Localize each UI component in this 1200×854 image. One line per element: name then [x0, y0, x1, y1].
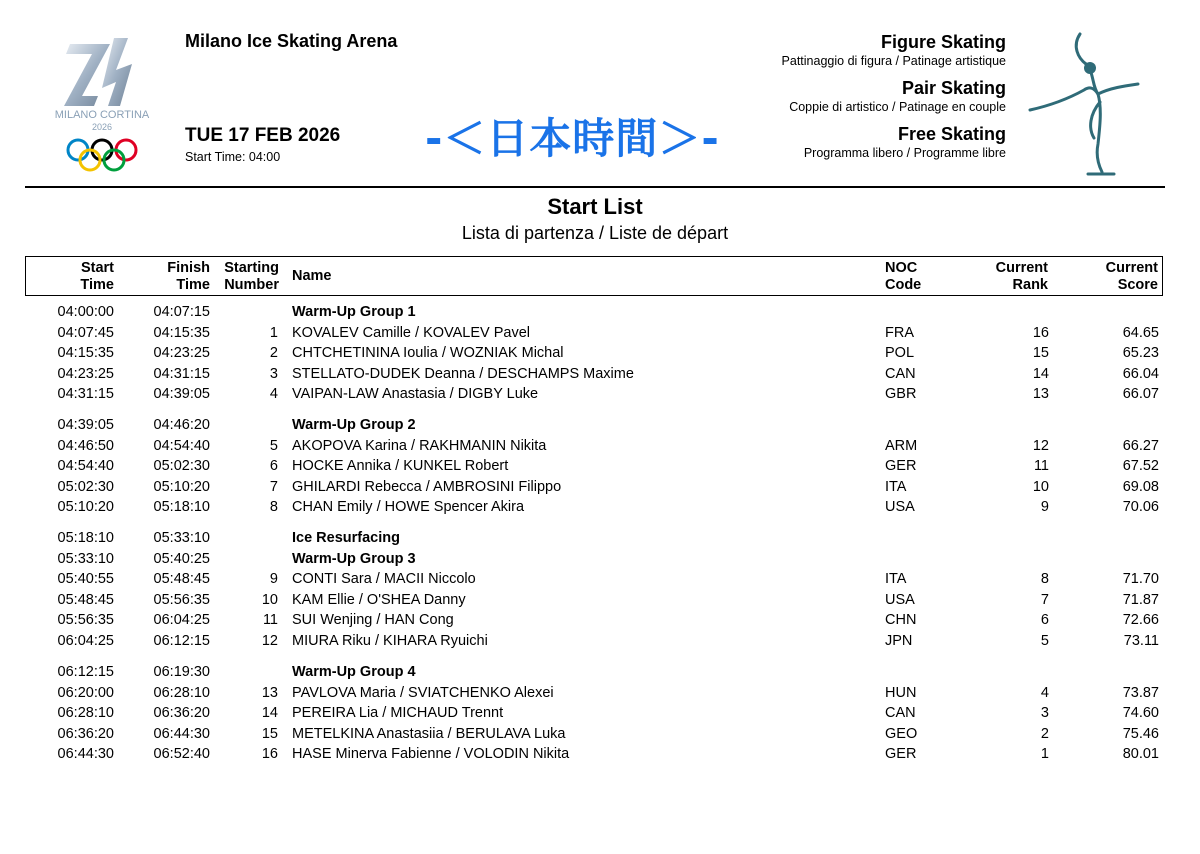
event-date: TUE 17 FEB 2026 [185, 125, 341, 146]
finish-time-cell: 04:23:25 [153, 345, 210, 361]
finish-time-cell: 06:44:30 [153, 725, 210, 742]
noc-code-cell: HUN [885, 684, 917, 701]
col-start-time: Start Time [80, 260, 114, 293]
group-row [0, 528, 1200, 548]
group-row [0, 549, 1200, 569]
current-score-cell: 80.01 [1122, 746, 1159, 762]
start-time-cell: 05:18:10 [57, 530, 114, 546]
name-cell: KOVALEV Camille / KOVALEV Pavel [292, 324, 531, 341]
milano-cortina-logo [32, 30, 172, 178]
noc-code-cell: USA [885, 591, 915, 608]
finish-time-cell: 06:52:40 [153, 746, 210, 762]
starting-number-cell: 2 [269, 345, 278, 361]
finish-time-cell: 04:39:05 [153, 386, 210, 402]
finish-time-cell: 04:54:40 [153, 437, 210, 454]
name-cell: STELLATO-DUDEK Deanna / DESCHAMPS Maxime [292, 365, 634, 382]
start-time-cell: 05:40:55 [57, 571, 114, 587]
noc-code-cell: GBR [885, 386, 917, 402]
name-cell: MIURA Riku / KIHARA Ryuichi [292, 632, 488, 649]
name-cell: Ice Resurfacing [292, 530, 400, 546]
document-title: Start List [547, 194, 643, 219]
start-time-cell: 06:36:20 [57, 725, 114, 742]
start-time-cell: 06:20:00 [57, 684, 114, 701]
name-cell: HASE Minerva Fabienne / VOLODIN Nikita [292, 746, 570, 762]
finish-time-cell: 06:04:25 [153, 612, 210, 628]
start-time-cell: 05:56:35 [57, 612, 114, 628]
olympic-rings-icon [68, 140, 136, 170]
table-row [0, 364, 1200, 384]
current-rank-cell: 11 [1033, 458, 1049, 474]
current-rank-cell: 4 [1040, 684, 1049, 701]
noc-code-cell: JPN [885, 632, 913, 649]
name-cell: PEREIRA Lia / MICHAUD Trennt [292, 705, 504, 721]
table-row [0, 631, 1200, 651]
table-row [0, 323, 1200, 343]
current-score-cell: 67.52 [1122, 458, 1159, 474]
finish-time-cell: 04:31:15 [153, 365, 210, 382]
noc-code-cell: ITA [885, 478, 907, 495]
start-time-cell: 06:44:30 [57, 746, 114, 762]
current-score-cell: 64.65 [1122, 324, 1159, 341]
table-row [0, 744, 1200, 764]
starting-number-cell: 11 [262, 612, 278, 628]
current-rank-cell: 13 [1032, 386, 1049, 402]
finish-time-cell: 06:36:20 [153, 705, 210, 721]
name-cell: Warm-Up Group 2 [292, 417, 416, 433]
current-rank-cell: 16 [1032, 324, 1049, 341]
event-title: Pair Skating [901, 78, 1006, 98]
start-time-cell: 04:54:40 [57, 458, 114, 474]
group-row [0, 302, 1200, 322]
table-row [0, 683, 1200, 703]
col-noc-code: NOC Code [885, 260, 922, 293]
finish-time-cell: 06:28:10 [153, 684, 210, 701]
col-name: Name [292, 268, 332, 284]
current-score-cell: 65.23 [1122, 345, 1159, 361]
current-rank-cell: 8 [1040, 571, 1049, 587]
start-time-cell: 04:07:45 [57, 324, 114, 341]
discipline-block [782, 31, 1006, 69]
current-score-cell: 71.87 [1122, 591, 1159, 608]
finish-time-cell: 05:33:10 [153, 530, 210, 546]
current-score-cell: 71.70 [1122, 571, 1159, 587]
name-cell: HOCKE Annika / KUNKEL Robert [292, 458, 509, 474]
starting-number-cell: 12 [261, 632, 278, 649]
start-time-label: Start Time: 04:00 [185, 150, 281, 164]
current-score-cell: 66.04 [1122, 365, 1159, 382]
noc-code-cell: GER [885, 458, 917, 474]
segment-block [804, 123, 1006, 161]
noc-code-cell: GEO [885, 725, 918, 742]
event-subtitle: Coppie di artistico / Patinage en couple [789, 100, 1006, 114]
segment-subtitle: Programma libero / Programme libre [803, 146, 1006, 160]
table-row [0, 590, 1200, 610]
starting-number-cell: 15 [261, 725, 278, 742]
logo-year: 2026 [91, 122, 113, 132]
current-rank-cell: 3 [1040, 705, 1049, 721]
start-time-cell: 06:28:10 [57, 705, 114, 721]
current-score-cell: 74.60 [1122, 705, 1159, 721]
finish-time-cell: 05:02:30 [153, 458, 210, 474]
starting-number-cell: 14 [261, 705, 278, 721]
starting-number-cell: 3 [269, 365, 278, 382]
finish-time-cell: 05:48:45 [153, 571, 210, 587]
name-cell: AKOPOVA Karina / RAKHMANIN Nikita [292, 437, 547, 454]
col-finish-time: Finish Time [167, 260, 210, 293]
starting-number-cell: 6 [269, 458, 278, 474]
start-time-cell: 04:31:15 [57, 386, 114, 402]
current-score-cell: 73.11 [1123, 632, 1159, 649]
current-rank-cell: 7 [1040, 591, 1049, 608]
event-block [789, 77, 1006, 115]
logo-wordmark: MILANO CORTINA [54, 109, 150, 121]
start-time-cell: 04:39:05 [57, 417, 114, 433]
group-row [0, 662, 1200, 682]
name-cell: METELKINA Anastasiia / BERULAVA Luka [292, 725, 566, 742]
name-cell: KAM Ellie / O'SHEA Danny [292, 591, 466, 608]
table-row [0, 703, 1200, 723]
current-rank-cell: 15 [1032, 345, 1049, 361]
discipline-title: Figure Skating [880, 32, 1006, 52]
noc-code-cell: CAN [885, 705, 916, 721]
noc-code-cell: CHN [885, 612, 917, 628]
start-time-cell: 05:33:10 [57, 550, 114, 567]
current-score-cell: 66.07 [1122, 386, 1159, 402]
name-cell: Warm-Up Group 4 [292, 664, 416, 680]
current-rank-cell: 12 [1032, 437, 1049, 454]
start-time-cell: 06:04:25 [57, 632, 114, 649]
starting-number-cell: 7 [269, 478, 278, 495]
finish-time-cell: 06:12:15 [153, 632, 210, 649]
start-time-cell: 04:23:25 [57, 365, 114, 382]
current-score-cell: 70.06 [1122, 499, 1159, 515]
noc-code-cell: USA [885, 499, 915, 515]
starting-number-cell: 9 [269, 571, 278, 587]
table-row [0, 436, 1200, 456]
table-header [25, 256, 1163, 296]
name-cell: SUI Wenjing / HAN Cong [292, 612, 454, 628]
finish-time-cell: 05:10:20 [153, 478, 210, 495]
name-cell: VAIPAN-LAW Anastasia / DIGBY Luke [292, 386, 539, 402]
starting-number-cell: 10 [261, 591, 278, 608]
col-current-rank: Current Rank [995, 260, 1048, 293]
finish-time-cell: 06:19:30 [153, 664, 210, 680]
current-rank-cell: 10 [1032, 478, 1049, 495]
noc-code-cell: ARM [885, 437, 918, 454]
current-score-cell: 69.08 [1122, 478, 1159, 495]
name-cell: CONTI Sara / MACII Niccolo [292, 571, 476, 587]
group-row [0, 415, 1200, 435]
start-time-cell: 05:48:45 [57, 591, 114, 608]
figure-skating-pictogram-icon [1028, 28, 1148, 178]
table-row [0, 384, 1200, 404]
finish-time-cell: 04:46:20 [153, 417, 210, 433]
noc-code-cell: POL [885, 345, 915, 361]
finish-time-cell: 04:07:15 [153, 304, 210, 320]
col-current-score: Current Score [1105, 260, 1158, 293]
finish-time-cell: 05:56:35 [153, 591, 210, 608]
starting-number-cell: 1 [269, 324, 278, 341]
header-divider [25, 186, 1165, 188]
table-row [0, 610, 1200, 630]
name-cell: Warm-Up Group 3 [292, 550, 416, 567]
noc-code-cell: CAN [885, 365, 916, 382]
noc-code-cell: ITA [885, 571, 907, 587]
table-row [0, 477, 1200, 497]
col-starting-number: Starting Number [224, 260, 279, 293]
current-rank-cell: 1 [1040, 746, 1049, 762]
name-cell: CHAN Emily / HOWE Spencer Akira [292, 499, 525, 515]
current-score-cell: 73.87 [1122, 684, 1159, 701]
table-row [0, 456, 1200, 476]
japan-time-banner: -＜日本時間＞- [425, 114, 720, 163]
venue-name: Milano Ice Skating Arena [185, 31, 398, 51]
name-cell: CHTCHETININA Ioulia / WOZNIAK Michal [292, 345, 564, 361]
starting-number-cell: 13 [261, 684, 278, 701]
noc-code-cell: GER [885, 746, 917, 762]
current-score-cell: 72.66 [1122, 612, 1159, 628]
starting-number-cell: 4 [269, 386, 278, 402]
current-rank-cell: 2 [1040, 725, 1049, 742]
table-row [0, 343, 1200, 363]
table-row [0, 724, 1200, 744]
current-rank-cell: 6 [1040, 612, 1049, 628]
noc-code-cell: FRA [885, 324, 914, 341]
start-time-cell: 05:10:20 [57, 499, 114, 515]
document-subtitle: Lista di partenza / Liste de départ [461, 223, 729, 243]
discipline-subtitle: Pattinaggio di figura / Patinage artistique [781, 54, 1006, 68]
current-rank-cell: 5 [1040, 632, 1049, 649]
table-row [0, 569, 1200, 589]
current-rank-cell: 9 [1040, 499, 1049, 515]
current-score-cell: 75.46 [1122, 725, 1159, 742]
finish-time-cell: 05:18:10 [153, 499, 210, 515]
starting-number-cell: 16 [261, 746, 278, 762]
name-cell: Warm-Up Group 1 [292, 304, 416, 320]
start-time-cell: 04:00:00 [57, 304, 114, 320]
start-time-cell: 05:02:30 [57, 478, 114, 495]
name-cell: GHILARDI Rebecca / AMBROSINI Filippo [292, 478, 562, 495]
finish-time-cell: 05:40:25 [153, 550, 210, 567]
start-time-cell: 04:46:50 [57, 437, 114, 454]
segment-title: Free Skating [897, 124, 1006, 144]
finish-time-cell: 04:15:35 [153, 324, 210, 341]
current-score-cell: 66.27 [1122, 437, 1159, 454]
starting-number-cell: 8 [269, 499, 278, 515]
start-time-cell: 04:15:35 [57, 345, 114, 361]
start-time-cell: 06:12:15 [57, 664, 114, 680]
name-cell: PAVLOVA Maria / SVIATCHENKO Alexei [292, 684, 554, 701]
starting-number-cell: 5 [269, 437, 278, 454]
table-row [0, 497, 1200, 517]
current-rank-cell: 14 [1032, 365, 1049, 382]
